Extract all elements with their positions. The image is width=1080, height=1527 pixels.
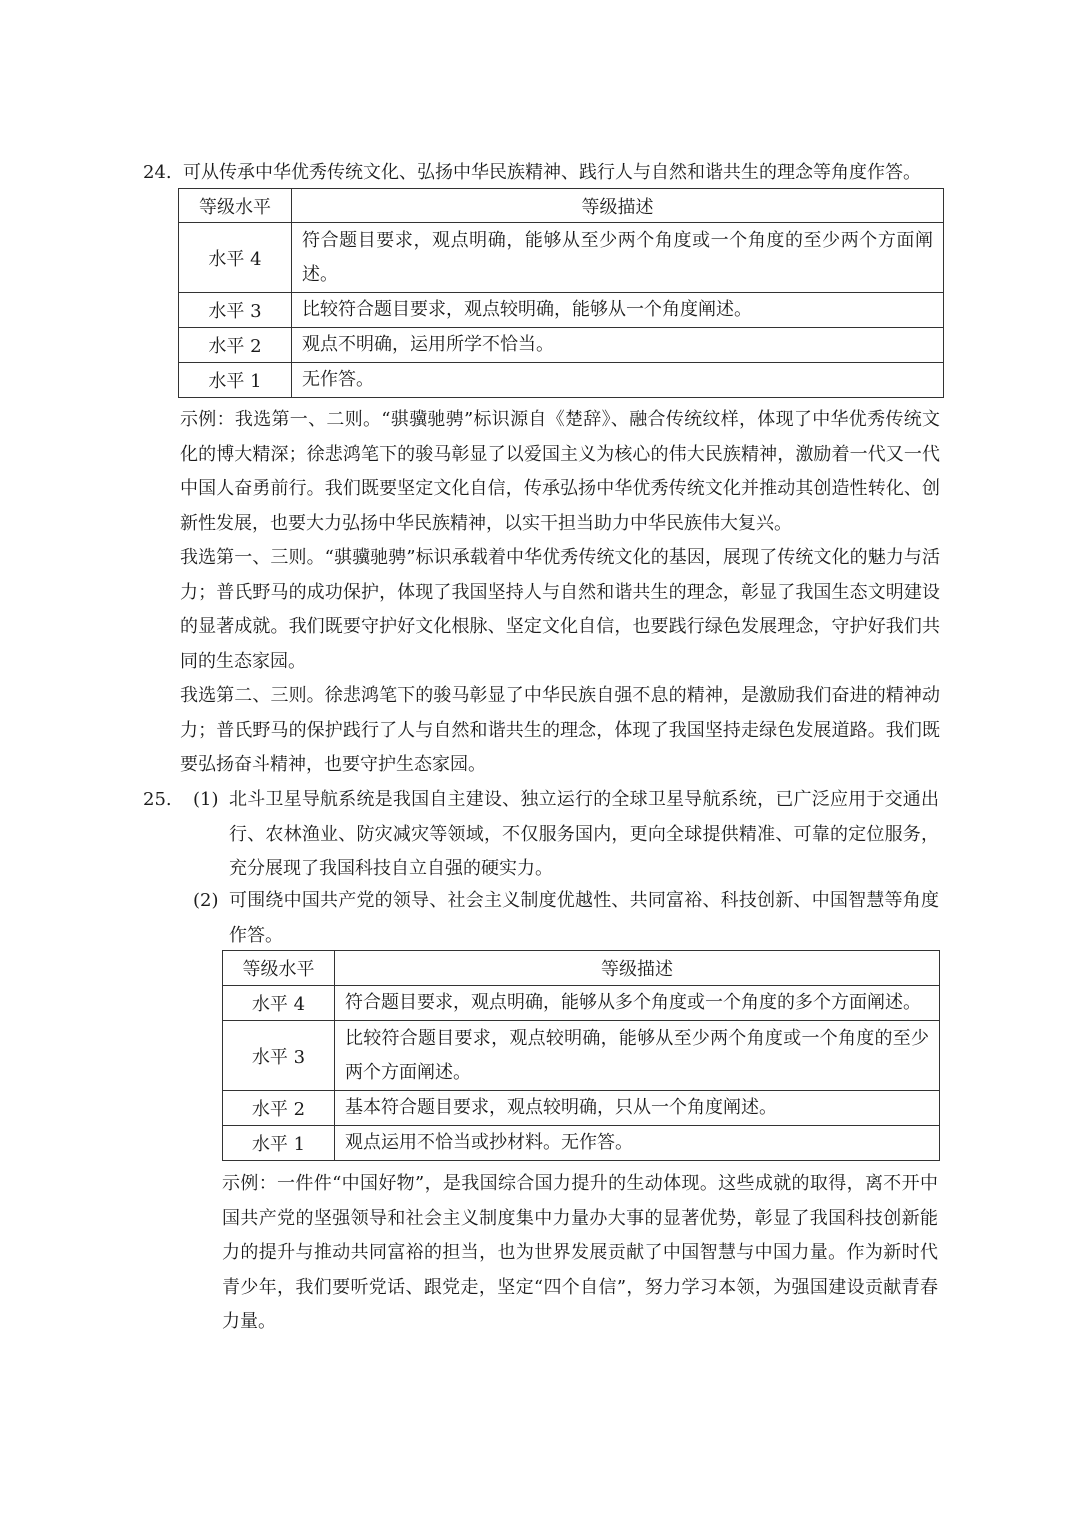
q25-number: 25. xyxy=(143,789,172,810)
table-header-row xyxy=(223,951,940,986)
header-description: 等级描述 xyxy=(292,189,944,223)
q24-prompt: 可从传承中华优秀传统文化、弘扬中华民族精神、践行人与自然和谐共生的理念等角度作答。 xyxy=(183,162,921,183)
description-cell: 比较符合题目要求，观点较明确，能够从一个角度阐述。 xyxy=(292,293,944,328)
q24-example-2: 我选第一、三则。“骐骥驰骋”标识承载着中华优秀传统文化的基因，展现了传统文化的魅力与活力；普氏野马的成功保护，体现了我国坚持人与自然和谐共生的理念，彰显了我国生态文明建设的显著成就。我们既要守护好文化根脉、坚定文化自信，也要践行绿色发展理念，守护好我们共同的生态家园。 xyxy=(180,547,940,672)
level-cell: 水平 4 xyxy=(179,223,292,293)
table-row xyxy=(179,293,944,328)
description-cell: 符合题目要求，观点明确，能够从至少两个角度或一个角度的至少两个方面阐述。 xyxy=(292,223,944,293)
description-cell: 符合题目要求，观点明确，能够从多个角度或一个角度的多个方面阐述。 xyxy=(335,986,940,1021)
level-cell: 水平 1 xyxy=(179,363,292,398)
header-level: 等级水平 xyxy=(179,189,292,223)
table-row xyxy=(223,1021,940,1091)
description-cell: 观点不明确，运用所学不恰当。 xyxy=(292,328,944,363)
q25-example: 示例：一件件“中国好物”，是我国综合国力提升的生动体现。这些成就的取得，离不开中国共产党的坚强领导和社会主义制度集中力量办大事的显著优势，彰显了我国科技创新能力的提升与推动共同富裕的担当，也为世界发展贡献了中国智慧与中国力量。作为新时代青少年，我们要听党话、跟党走，坚定“四个自信”，努力学习本领，为强国建设贡献青春力量。 xyxy=(222,1173,938,1332)
table-header-row xyxy=(179,189,944,223)
q25-part2-text: 可围绕中国共产党的领导、社会主义制度优越性、共同富裕、科技创新、中国智慧等角度作答。 xyxy=(229,890,939,946)
level-cell: 水平 4 xyxy=(223,986,335,1021)
q25-part1-number: (1) xyxy=(193,789,219,810)
header-description: 等级描述 xyxy=(335,951,940,986)
table-row xyxy=(223,986,940,1021)
table-row xyxy=(179,223,944,293)
q25-part1-text: 北斗卫星导航系统是我国自主建设、独立运行的全球卫星导航系统，已广泛应用于交通出行、农林渔业、防灾减灾等领域，不仅服务国内，更向全球提供精准、可靠的定位服务，充分展现了我国科技自立自强的硬实力。 xyxy=(229,789,939,879)
q24-heading xyxy=(143,161,921,185)
table-row xyxy=(179,363,944,398)
description-cell: 观点运用不恰当或抄材料。无作答。 xyxy=(335,1126,940,1161)
q24-example-1: 示例：我选第一、二则。“骐骥驰骋”标识源自《楚辞》、融合传统纹样，体现了中华优秀传统文化的博大精深；徐悲鸿笔下的骏马彰显了以爱国主义为核心的伟大民族精神，激励着一代又一代中国人奋勇前行。我们既要坚定文化自信，传承弘扬中华优秀传统文化并推动其创造性转化、创新性发展，也要大力弘扬中华民族精神，以实干担当助力中华民族伟大复兴。 xyxy=(180,409,940,534)
q25-grading-table xyxy=(222,950,940,1161)
table-row xyxy=(179,328,944,363)
description-cell: 无作答。 xyxy=(292,363,944,398)
q24-example-3: 我选第二、三则。徐悲鸿笔下的骏马彰显了中华民族自强不息的精神，是激励我们奋进的精神动力；普氏野马的保护践行了人与自然和谐共生的理念，体现了我国坚持走绿色发展道路。我们既要弘扬奋斗精神，也要守护生态家园。 xyxy=(180,685,940,775)
header-level: 等级水平 xyxy=(223,951,335,986)
table-row xyxy=(223,1091,940,1126)
description-cell: 基本符合题目要求，观点较明确，只从一个角度阐述。 xyxy=(335,1091,940,1126)
description-cell: 比较符合题目要求，观点较明确，能够从至少两个角度或一个角度的至少两个方面阐述。 xyxy=(335,1021,940,1091)
table-row xyxy=(223,1126,940,1161)
q24-grading-table xyxy=(178,188,944,398)
q25-part2-number: (2) xyxy=(193,890,219,911)
level-cell: 水平 1 xyxy=(223,1126,335,1161)
level-cell: 水平 3 xyxy=(179,293,292,328)
level-cell: 水平 3 xyxy=(223,1021,335,1091)
level-cell: 水平 2 xyxy=(179,328,292,363)
q24-number: 24. xyxy=(143,162,172,183)
level-cell: 水平 2 xyxy=(223,1091,335,1126)
